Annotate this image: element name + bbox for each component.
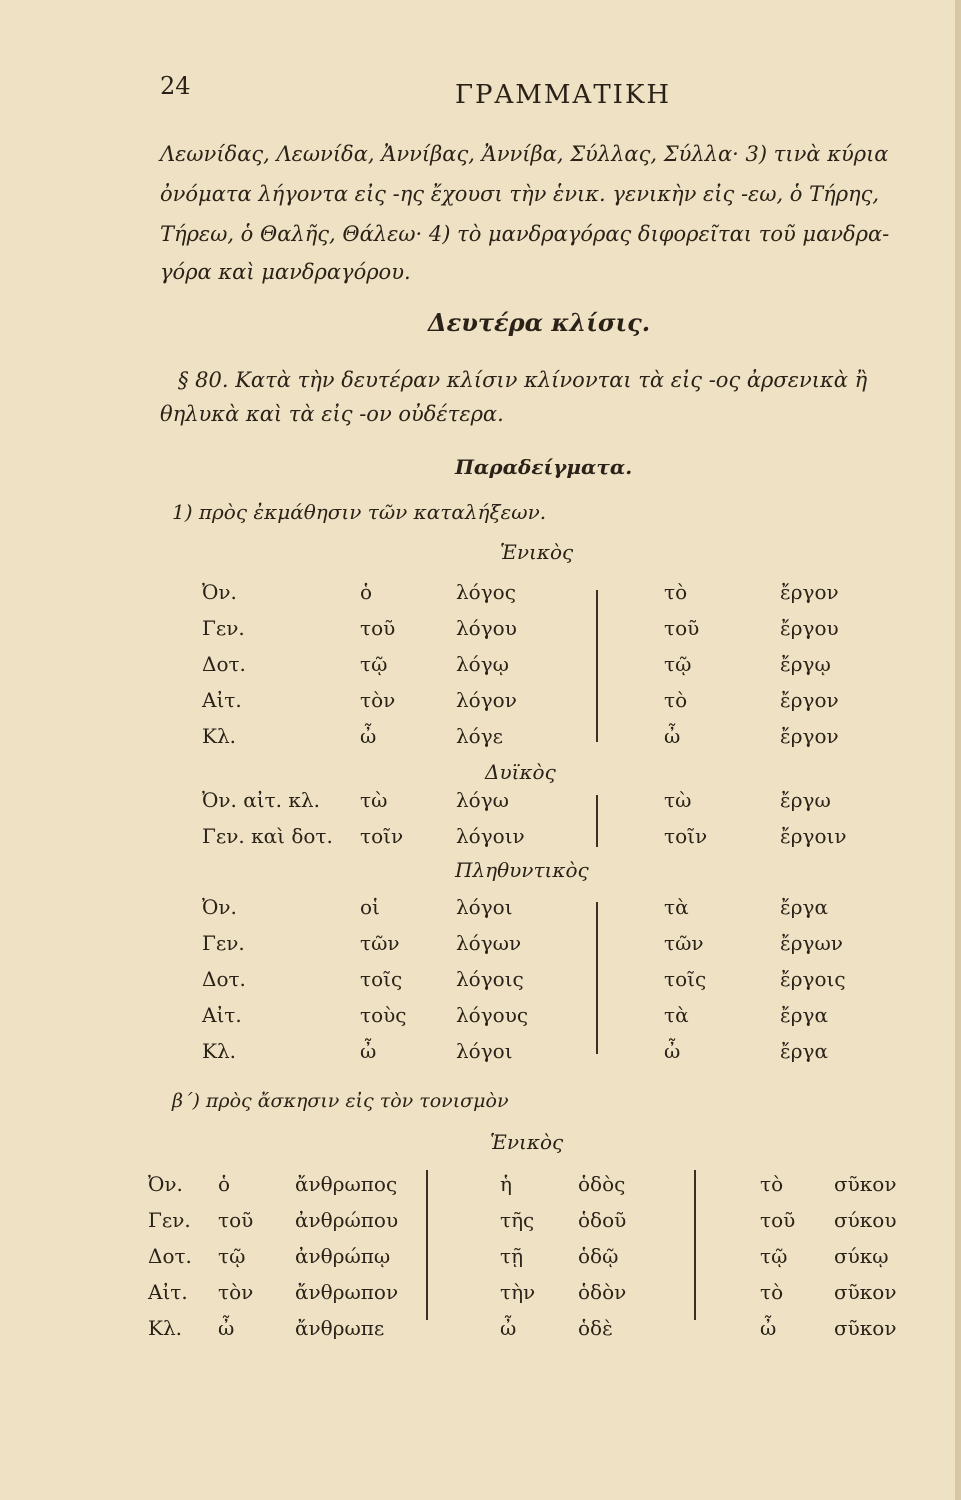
table-cell: τοῖν — [360, 824, 404, 848]
table-cell: ἔργων — [780, 931, 843, 955]
page-edge — [955, 0, 961, 1500]
table-cell: Ὀν. αἰτ. κλ. — [202, 788, 320, 812]
table-cell: ἔργοις — [780, 967, 846, 991]
section-heading: Δευτέρα κλίσις. — [428, 308, 651, 337]
table-cell: λόγος — [456, 580, 516, 604]
table-cell: ἄνθρωπον — [295, 1280, 399, 1304]
table-cell: τῶν — [664, 931, 704, 955]
dual-label: Δυϊκὸς — [485, 760, 556, 784]
table-cell: Κλ. — [202, 1039, 236, 1063]
table-rule — [426, 1170, 428, 1320]
table-cell: τὸν — [218, 1280, 254, 1304]
table-cell: λόγω — [456, 788, 509, 812]
table-cell: τὰ — [664, 895, 689, 919]
table-cell: ὁ — [360, 580, 373, 604]
table-cell: ὦ — [360, 1039, 377, 1063]
table-cell: ὦ — [760, 1316, 777, 1340]
table-cell: λόγοις — [456, 967, 524, 991]
table-cell: ἔργου — [780, 616, 839, 640]
table-cell: τοῖν — [664, 824, 708, 848]
table-cell: σῦκον — [834, 1172, 897, 1196]
table-cell: ἀνθρώπου — [295, 1208, 399, 1232]
table-cell: λόγον — [456, 688, 517, 712]
table-cell: ἄνθρωπε — [295, 1316, 385, 1340]
singular-label-2: Ἑνικὸς — [490, 1130, 564, 1154]
table-cell: ὦ — [664, 1039, 681, 1063]
table-cell: τοῦ — [760, 1208, 796, 1232]
table-cell: ἔργον — [780, 688, 839, 712]
table-cell: ὁδὸς — [578, 1172, 626, 1196]
table-cell: τὸ — [664, 580, 688, 604]
table-cell: ἔργοιν — [780, 824, 847, 848]
table-cell: λόγοι — [456, 1039, 513, 1063]
table-cell: Δοτ. — [202, 652, 246, 676]
table-cell: ἔργα — [780, 1039, 828, 1063]
table-cell: Δοτ. — [148, 1244, 192, 1268]
table-cell: τὼ — [664, 788, 692, 812]
intro-line: Τήρεω, ὁ Θαλῆς, Θάλεω· 4) τὸ μανδραγόρας διφορεῖται τοῦ μανδρα- — [160, 222, 890, 246]
table-cell: λόγους — [456, 1003, 529, 1027]
table-cell: Αἰτ. — [202, 1003, 242, 1027]
table-cell: τῇ — [500, 1244, 524, 1268]
table-cell: Γεν. καὶ δοτ. — [202, 824, 333, 848]
table-rule — [596, 902, 598, 1054]
table-cell: ἔργον — [780, 580, 839, 604]
table-cell: Κλ. — [148, 1316, 182, 1340]
table-cell: Δοτ. — [202, 967, 246, 991]
subsection-a: 1) πρὸς ἐκμάθησιν τῶν καταλήξεων. — [172, 500, 547, 524]
examples-heading: Παραδείγματα. — [455, 455, 633, 479]
table-cell: λόγῳ — [456, 652, 509, 676]
table-cell: Κλ. — [202, 724, 236, 748]
table-cell: ὁ — [218, 1172, 231, 1196]
table-cell: ὁδοῦ — [578, 1208, 627, 1232]
table-cell: σῦκον — [834, 1316, 897, 1340]
table-cell: τῆς — [500, 1208, 535, 1232]
table-rule — [596, 795, 598, 847]
table-cell: σῦκον — [834, 1280, 897, 1304]
table-cell: τῷ — [360, 652, 388, 676]
section-line: θηλυκὰ καὶ τὰ εἰς -ον οὐδέτερα. — [160, 402, 504, 426]
table-cell: Ὀν. — [148, 1172, 183, 1196]
table-cell: ἡ — [500, 1172, 512, 1196]
table-cell: τὸ — [664, 688, 688, 712]
table-cell: ὁδὲ — [578, 1316, 613, 1340]
table-cell: τὸ — [760, 1280, 784, 1304]
table-cell: τῷ — [664, 652, 692, 676]
table-cell: ὦ — [218, 1316, 235, 1340]
table-cell: ὦ — [664, 724, 681, 748]
table-cell: ἀνθρώπῳ — [295, 1244, 391, 1268]
section-line: § 80. Κατὰ τὴν δευτέραν κλίσιν κλίνονται τὰ εἰς -ος ἀρσενικὰ ἢ — [178, 368, 868, 392]
table-cell: Γεν. — [202, 616, 245, 640]
table-cell: τοῖς — [664, 967, 707, 991]
table-cell: λόγοιν — [456, 824, 525, 848]
table-cell: ἄνθρωπος — [295, 1172, 398, 1196]
table-cell: λόγε — [456, 724, 504, 748]
table-cell: τῶν — [360, 931, 400, 955]
table-cell: ὁδὸν — [578, 1280, 627, 1304]
table-cell: οἱ — [360, 895, 380, 919]
table-cell: λόγου — [456, 616, 517, 640]
table-cell: ἔργα — [780, 1003, 828, 1027]
table-cell: τοὺς — [360, 1003, 407, 1027]
table-cell: Ὀν. — [202, 580, 237, 604]
intro-line: Λεωνίδας, Λεωνίδα, Ἀννίβας, Ἀννίβα, Σύλλας, Σύλλα· 3) τινὰ κύρια — [160, 142, 889, 166]
table-cell: τὼ — [360, 788, 388, 812]
table-cell: ὁδῷ — [578, 1244, 619, 1268]
table-cell: σύκου — [834, 1208, 897, 1232]
table-cell: ἔργον — [780, 724, 839, 748]
table-cell: λόγων — [456, 931, 522, 955]
table-cell: ἔργα — [780, 895, 828, 919]
table-cell: σύκῳ — [834, 1244, 889, 1268]
table-cell: ὦ — [500, 1316, 517, 1340]
table-cell: λόγοι — [456, 895, 513, 919]
table-cell: τὸν — [360, 688, 396, 712]
intro-line: ὀνόματα λήγοντα εἰς -ης ἔχουσι τὴν ἑνικ. γενικὴν εἰς -εω, ὁ Τήρης, — [160, 182, 880, 206]
table-cell: Αἰτ. — [148, 1280, 188, 1304]
table-cell: τοῦ — [360, 616, 396, 640]
table-cell: τὰ — [664, 1003, 689, 1027]
running-head: ΓΡΑΜΜΑΤΙΚΗ — [455, 80, 672, 110]
table-cell: Ὀν. — [202, 895, 237, 919]
table-rule — [596, 590, 598, 742]
table-cell: Αἰτ. — [202, 688, 242, 712]
table-cell: ἔργω — [780, 788, 831, 812]
intro-line: γόρα καὶ μανδραγόρου. — [160, 260, 411, 284]
page-number: 24 — [160, 72, 191, 100]
table-cell: Γεν. — [202, 931, 245, 955]
table-cell: τῷ — [218, 1244, 246, 1268]
table-cell: τοῦ — [664, 616, 700, 640]
table-cell: τὴν — [500, 1280, 536, 1304]
table-cell: ὦ — [360, 724, 377, 748]
table-rule — [694, 1170, 696, 1320]
table-cell: ἔργῳ — [780, 652, 831, 676]
singular-label: Ἑνικὸς — [500, 540, 574, 564]
table-cell: τῷ — [760, 1244, 788, 1268]
subsection-b: β΄) πρὸς ἄσκησιν εἰς τὸν τονισμὸν — [172, 1090, 509, 1112]
table-cell: τοῖς — [360, 967, 403, 991]
table-cell: τὸ — [760, 1172, 784, 1196]
table-cell: τοῦ — [218, 1208, 254, 1232]
table-cell: Γεν. — [148, 1208, 191, 1232]
plural-label: Πληθυντικὸς — [455, 858, 589, 882]
